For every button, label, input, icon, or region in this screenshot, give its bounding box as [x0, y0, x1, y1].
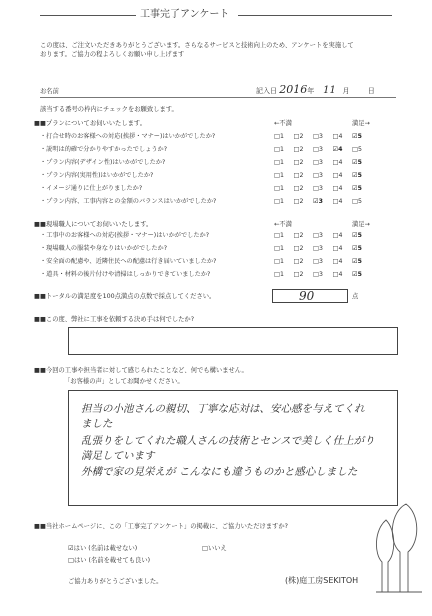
checkbox-3[interactable]: □3 — [313, 159, 323, 166]
checkbox-2[interactable]: □2 — [293, 245, 304, 252]
s2-q3: ・安全面の配慮や、近隣住民への配慮は行き届いていましたか? — [40, 258, 217, 265]
checkbox-3[interactable]: □3 — [313, 271, 323, 278]
s1-q1: ・打合せ時のお客様への対応(挨拶・マナー)はいかがでしたか? — [40, 133, 216, 140]
name-label: お名前 — [40, 88, 59, 95]
checkbox-4[interactable]: □4 — [332, 232, 343, 239]
checkbox-1[interactable]: □1 — [274, 258, 284, 265]
checkbox-3[interactable]: □3 — [313, 172, 323, 179]
checkbox-5[interactable]: ☑5 — [352, 172, 363, 179]
checkbox-4[interactable]: □4 — [332, 245, 343, 252]
option-yes-anonymous[interactable]: ☑はい (名前は載せない) — [68, 545, 138, 552]
total-question: ■■トータルの満足度を100点満点の点数で採点してください。 — [34, 293, 216, 300]
s1-q2-scale — [274, 146, 372, 154]
voice-line-4: 満足しています — [81, 450, 155, 462]
title-rule-right — [238, 15, 392, 16]
s2-q2-scale — [274, 245, 372, 253]
company-name: (株)庭工房SEKITOH — [285, 576, 359, 585]
checkbox-5[interactable]: ☑5 — [352, 159, 363, 166]
date-month: 11 — [323, 85, 336, 96]
checkbox-5[interactable]: ☑5 — [352, 245, 363, 252]
tree-2 — [392, 504, 416, 592]
option-yes-with-name[interactable]: □はい (名前を載せても良い) — [68, 557, 151, 564]
s1-q1-scale — [274, 133, 372, 141]
date-day-suffix: 日 — [367, 87, 375, 95]
option-no[interactable]: □いいえ — [202, 545, 227, 552]
checkbox-2[interactable]: □2 — [293, 232, 304, 239]
checkbox-2[interactable]: □2 — [293, 258, 304, 265]
tree-1 — [376, 520, 393, 592]
tree-illustration — [372, 500, 424, 594]
s2-q1-scale — [274, 232, 372, 240]
checkbox-2[interactable]: □2 — [293, 146, 304, 153]
checkbox-3[interactable]: □3 — [313, 245, 323, 252]
s2-q3-scale — [274, 258, 372, 266]
intro-line-2: おります。ご協力の程よろしくお願い申し上げます — [40, 51, 185, 58]
s2-q4: ・道具・材料の後片付けや清掃はしっかりできていましたか? — [40, 271, 211, 278]
name-underline — [40, 97, 396, 98]
checkbox-5[interactable]: □5 — [352, 198, 362, 205]
checkbox-2[interactable]: □2 — [293, 172, 304, 179]
date-month-suffix: 月 — [342, 87, 350, 95]
total-score: 90 — [299, 289, 315, 303]
s2-q1: ・工事中のお客様への対応(挨拶・マナー)はいかがでしたか? — [40, 232, 209, 239]
voice-answer-box[interactable] — [68, 390, 398, 506]
checkbox-3[interactable]: □3 — [313, 146, 323, 153]
checkbox-5[interactable]: ☑5 — [352, 133, 363, 140]
voice-line-2: ました — [81, 418, 113, 430]
section2-heading: ■■現場職人についてお伺いいたします。 — [34, 221, 153, 228]
impression-question: ■■今回の工事や担当者に対して感じられたことなど、何でも構いません。 — [34, 367, 248, 374]
instruction: 該当する番号の枠内にチェックをお願致します。 — [40, 106, 178, 113]
s2-q2: ・現場職人の服装や身なりはいかがでしたか? — [40, 245, 168, 252]
checkbox-2[interactable]: □2 — [293, 185, 304, 192]
s1-q3: ・プラン内容(デザイン性)はいかがでしたか? — [40, 159, 166, 166]
homepage-question: ■■当社ホームページに、この「工事完了アンケート」の掲載に、ご協力いただけますか? — [34, 523, 289, 530]
s1-q5-scale — [274, 185, 372, 193]
decision-answer-box[interactable] — [68, 327, 398, 355]
checkbox-2[interactable]: □2 — [293, 198, 304, 205]
s1-q3-scale — [274, 159, 372, 167]
s1-q5: ・イメージ通りに仕上がりましたか? — [40, 185, 143, 192]
s1-q2: ・説明は的確で分かりやすかったでしょうか? — [40, 146, 168, 153]
checkbox-3[interactable]: □3 — [313, 185, 323, 192]
voice-line-3: 乱張りをしてくれた職人さんの技術とセンスで美しく仕上がり — [81, 435, 375, 447]
date-field — [256, 85, 375, 96]
scale-low-label-1: ←不満 — [274, 120, 292, 127]
section1-heading: ■■プランについてお伺いいたします。 — [34, 120, 147, 127]
checkbox-4[interactable]: □4 — [332, 133, 343, 140]
date-year: 2016 — [279, 83, 308, 96]
voice-line-5: 外構で家の見栄えが こんなにも違うものかと感心しました — [81, 466, 358, 478]
checkbox-5[interactable]: ☑5 — [352, 232, 363, 239]
checkbox-2[interactable]: □2 — [293, 271, 304, 278]
checkbox-5[interactable]: ☑5 — [352, 258, 363, 265]
checkbox-1[interactable]: □1 — [274, 133, 284, 140]
title-rule-left — [40, 15, 136, 16]
scale-high-label-1: 満足→ — [352, 120, 370, 127]
checkbox-4[interactable]: □4 — [332, 159, 343, 166]
s1-q6: ・プラン内容、工事内容との金額のバランスはいかがでしたか? — [40, 198, 217, 205]
intro-line-1: この度は、ご注文いただきありがとうございます。さらなるサービスと技術向上のため、アンケートを実施して — [40, 42, 354, 49]
checkbox-1[interactable]: □1 — [274, 271, 284, 278]
total-unit: 点 — [352, 293, 359, 300]
date-year-suffix: 年 — [307, 87, 315, 95]
checkbox-1[interactable]: □1 — [274, 245, 284, 252]
checkbox-2[interactable]: □2 — [293, 133, 304, 140]
checkbox-5[interactable]: □5 — [352, 146, 362, 153]
voice-label: 「お客様の声」としてお聞かせください。 — [64, 378, 184, 385]
checkbox-4[interactable]: □4 — [332, 198, 343, 205]
date-label: 記入日 — [256, 87, 277, 95]
checkbox-3[interactable]: ☑3 — [313, 198, 324, 205]
scale-low-label-2: ←不満 — [274, 221, 292, 228]
scale-high-label-2: 満足→ — [352, 221, 370, 228]
voice-line-1: 担当の小池さんの親切、丁寧な応対は、安心感を与えてくれ — [81, 403, 365, 415]
checkbox-3[interactable]: □3 — [313, 133, 323, 140]
checkbox-1[interactable]: □1 — [274, 198, 284, 205]
checkbox-1[interactable]: □1 — [274, 159, 284, 166]
checkbox-5[interactable]: ☑5 — [352, 271, 363, 278]
checkbox-4[interactable]: □4 — [332, 258, 343, 265]
checkbox-4[interactable]: □4 — [332, 185, 343, 192]
page-title: 工事完了アンケート — [140, 9, 230, 20]
checkbox-5[interactable]: ☑5 — [352, 185, 363, 192]
s1-q4-scale — [274, 172, 372, 180]
checkbox-4[interactable]: □4 — [332, 172, 343, 179]
checkbox-4[interactable]: □4 — [332, 271, 343, 278]
thanks-text: ご協力ありがとうございました。 — [68, 578, 163, 585]
decision-question: ■■この度、弊社に工事を依頼する決め手は何でしたか? — [34, 316, 195, 323]
s2-q4-scale — [274, 271, 372, 279]
checkbox-3[interactable]: □3 — [313, 258, 323, 265]
checkbox-4[interactable]: ☑4 — [332, 146, 343, 153]
checkbox-2[interactable]: □2 — [293, 159, 304, 166]
s1-q4: ・プラン内容(実用性)はいかがでしたか? — [40, 172, 154, 179]
checkbox-3[interactable]: □3 — [313, 232, 323, 239]
checkbox-1[interactable]: □1 — [274, 172, 284, 179]
checkbox-1[interactable]: □1 — [274, 232, 284, 239]
total-score-box[interactable] — [272, 289, 348, 303]
checkbox-1[interactable]: □1 — [274, 146, 284, 153]
checkbox-1[interactable]: □1 — [274, 185, 284, 192]
s1-q6-scale — [274, 198, 372, 206]
